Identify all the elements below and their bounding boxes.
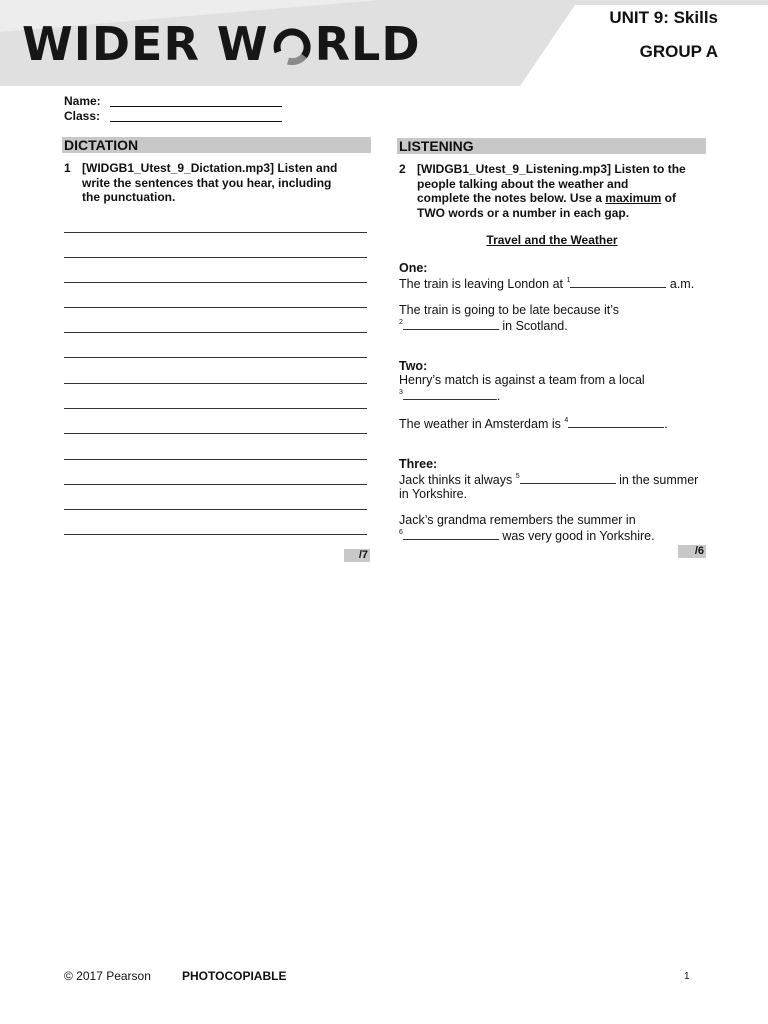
student-info: [64, 94, 282, 124]
note-6: [399, 513, 709, 543]
writing-line[interactable]: [64, 307, 367, 308]
maximum-emphasis: maximum: [605, 191, 662, 205]
question-text-part: of: [664, 191, 676, 205]
note-text: Jack thinks it always: [399, 473, 513, 488]
note-text: The train is going to be late because it’s: [399, 303, 620, 317]
question-text-line: [417, 191, 686, 206]
brand-ring-icon: [270, 24, 314, 68]
writing-line[interactable]: [64, 357, 367, 358]
footer-photocopiable: PHOTOCOPIABLE: [182, 969, 287, 983]
gap-number: 4: [564, 417, 569, 424]
writing-line[interactable]: [64, 459, 367, 460]
brand-logo: [22, 18, 421, 70]
answer-gap-3[interactable]: [403, 389, 497, 400]
writing-line[interactable]: [64, 383, 367, 384]
note-text: in the summer: [619, 473, 699, 488]
brand-text-right: RLD: [314, 17, 421, 71]
writing-line[interactable]: [64, 433, 367, 434]
note-3: [399, 373, 709, 403]
question-text-line: [WIDGB1_Utest_9_Listening.mp3] Listen to the: [417, 162, 686, 176]
listening-heading: LISTENING: [397, 138, 706, 154]
question-text-line: [WIDGB1_Utest_9_Dictation.mp3] Listen and: [82, 161, 338, 175]
answer-gap-6[interactable]: [403, 529, 499, 540]
note-2: [399, 303, 709, 333]
note-text: was very good in Yorkshire.: [502, 529, 655, 544]
note-4: [399, 415, 709, 431]
dictation-heading: DICTATION: [62, 137, 371, 153]
gap-number: 6: [399, 529, 403, 536]
speaker-one-label: One:: [399, 261, 428, 275]
class-label: Class:: [64, 109, 101, 123]
note-text: Jack’s grandma remembers the summer in: [399, 513, 636, 527]
writing-line[interactable]: [64, 534, 367, 535]
writing-line[interactable]: [64, 408, 367, 409]
writing-line[interactable]: [64, 332, 367, 333]
writing-line[interactable]: [64, 282, 367, 283]
note-text: .: [664, 417, 668, 432]
listening-score: /6: [678, 545, 706, 558]
speaker-three-label: Three:: [399, 457, 438, 471]
question-text-part: complete the notes below. Use a: [417, 191, 602, 205]
gap-number: 5: [515, 473, 520, 480]
note-text: The train is leaving London at: [399, 277, 563, 292]
writing-line[interactable]: [64, 232, 367, 233]
unit-title: UNIT 9: Skills: [609, 8, 718, 27]
dictation-score: /7: [344, 549, 370, 562]
gap-number: 3: [399, 389, 403, 396]
note-text: a.m.: [669, 277, 695, 292]
name-field[interactable]: [110, 94, 282, 107]
question-text-line: TWO words or a number in each gap.: [417, 205, 630, 220]
answer-gap-2[interactable]: [403, 319, 499, 330]
note-1: [399, 275, 709, 291]
question-text-line: write the sentences that you hear, including: [82, 175, 332, 190]
note-5: [399, 471, 709, 501]
footer-copyright: © 2017 Pearson: [64, 969, 151, 983]
note-text: in Yorkshire.: [399, 487, 468, 502]
group-title: GROUP A: [639, 42, 718, 61]
brand-text-left: WIDER W: [22, 17, 269, 71]
gap-number: 2: [399, 319, 403, 326]
page-number: 1: [684, 971, 690, 982]
note-text: The weather in Amsterdam is: [399, 417, 561, 432]
class-field[interactable]: [110, 109, 282, 122]
name-label: Name:: [64, 94, 101, 108]
note-text: in Scotland.: [502, 319, 568, 334]
question-text-line: the punctuation.: [82, 190, 176, 204]
speaker-two-label: Two:: [399, 359, 428, 373]
note-text: .: [496, 389, 501, 404]
writing-line[interactable]: [64, 484, 367, 485]
note-text: Henry’s match is against a team from a local: [399, 373, 645, 387]
answer-gap-5[interactable]: [520, 473, 616, 484]
notes-title: Travel and the Weather: [486, 233, 618, 247]
question-number: 2: [399, 162, 406, 176]
question-number: 1: [64, 161, 71, 175]
gap-number: 1: [566, 277, 571, 284]
answer-gap-4[interactable]: [568, 417, 664, 428]
writing-line[interactable]: [64, 257, 367, 258]
question-text-line: people talking about the weather and: [417, 176, 629, 191]
writing-line[interactable]: [64, 509, 367, 510]
answer-gap-1[interactable]: [570, 277, 666, 288]
